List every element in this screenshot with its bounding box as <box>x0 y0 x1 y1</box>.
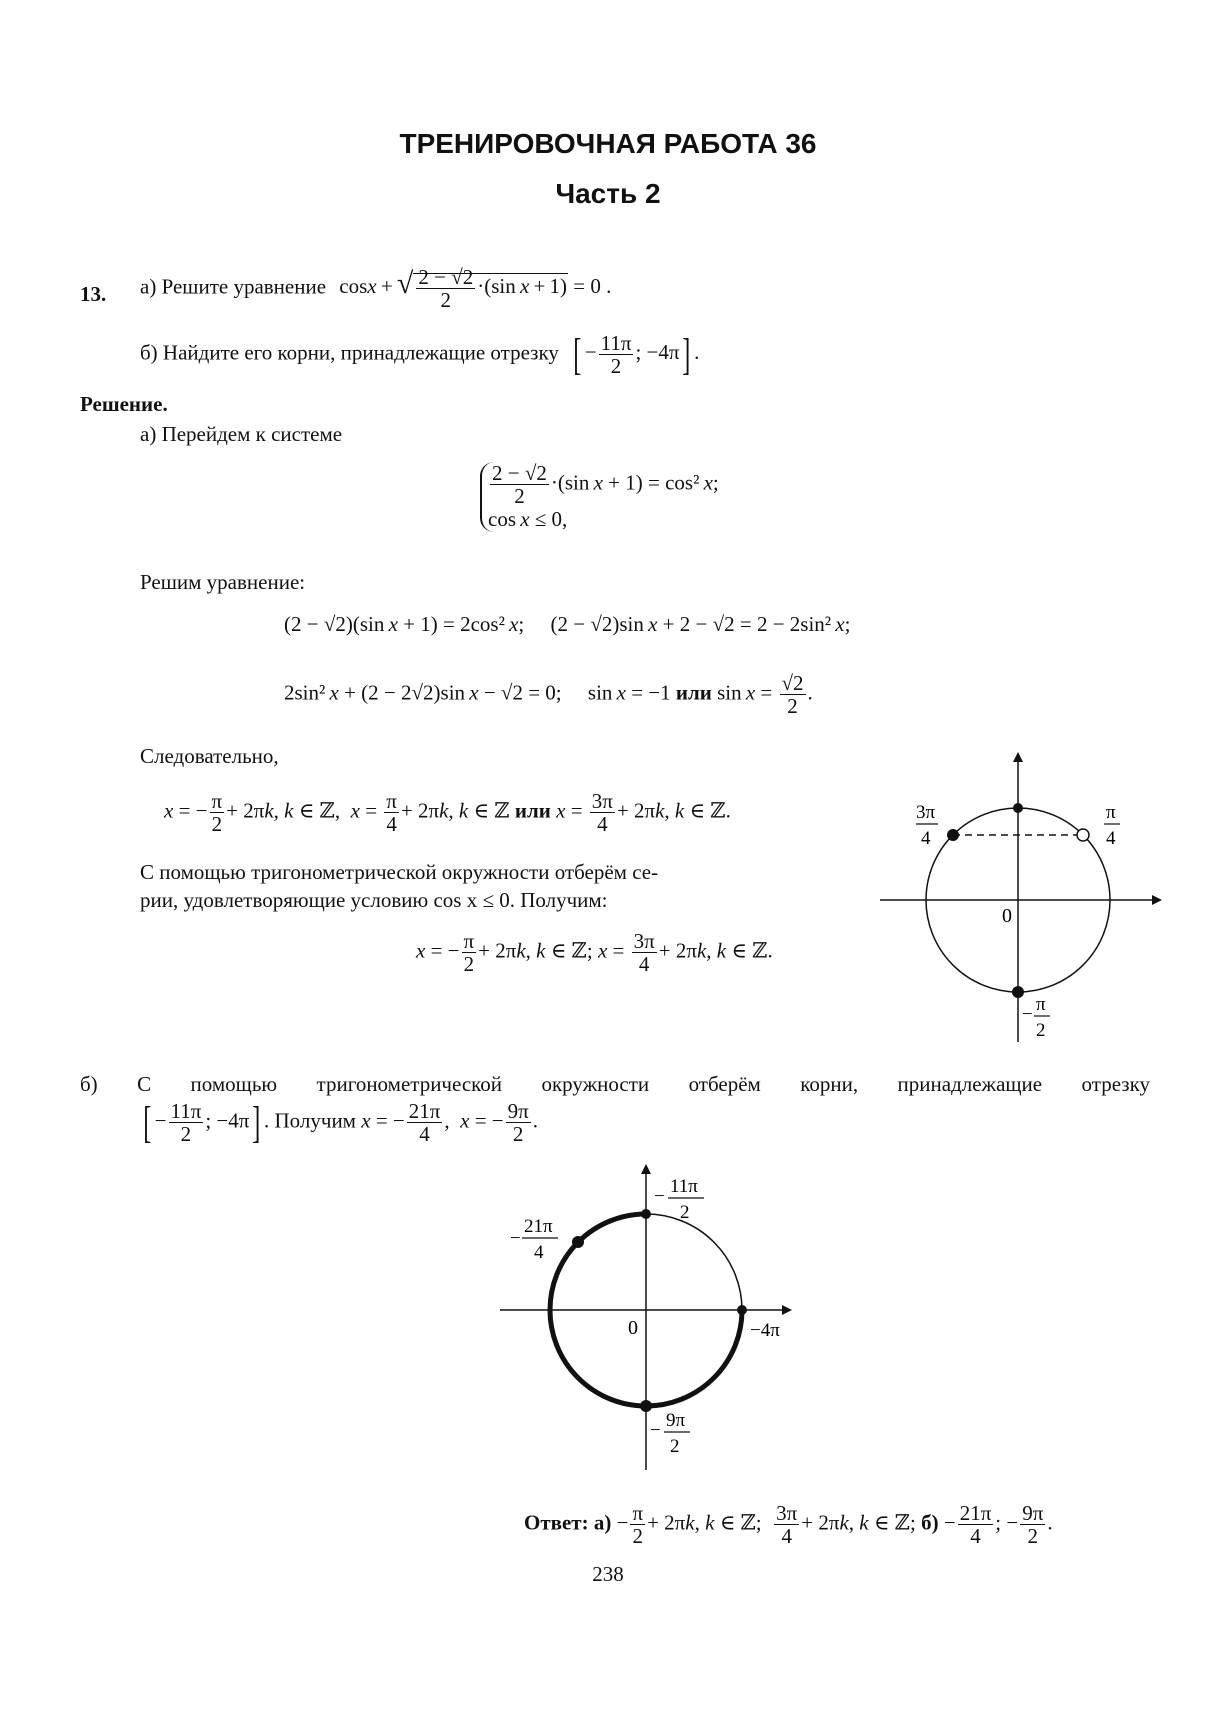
equation-row-1: (2 − √2)(sin x + 1) = 2cos² x; (2 − √2)sin x + 2 − √2 = 2 − 2sin² x; <box>284 612 851 636</box>
solution-b-line2: [ − $\frac{11\pi}{2}$ ; −4π] . Получим x = − $\frac{21\pi}{4}$ , x = − $\frac{9\pi}{2}$ . <box>143 1097 538 1147</box>
label-zero: 0 <box>1002 905 1012 927</box>
label-pi2-den: 2 <box>1036 1020 1046 1041</box>
label-pi2-num: π <box>1036 994 1046 1015</box>
point-bottom <box>640 1400 652 1412</box>
problem-number: 13. <box>80 282 107 306</box>
label-9pi2-den: 2 <box>670 1436 680 1457</box>
select-text-2: рии, удовлетворяющие условию cos x ≤ 0. Получим: <box>140 888 608 912</box>
problem-part-b <box>140 329 700 379</box>
solution-a-intro: а) Перейдем к системе <box>140 422 343 446</box>
trig-circle-1 <box>880 752 1170 1052</box>
page-subtitle: Часть 2 <box>555 178 661 209</box>
part-a-text: а) Решите уравнение <box>140 274 327 299</box>
system-line-2: cos x ≤ 0, <box>488 507 568 532</box>
page-title: ТРЕНИРОВОЧНАЯ РАБОТА 36 <box>399 128 817 159</box>
point-bottom <box>1012 986 1024 998</box>
solution-label: Решение. <box>80 392 168 416</box>
label-pi4-den: 4 <box>1106 828 1116 849</box>
label-11pi2-minus: − <box>654 1186 665 1207</box>
system-line-1: $\frac{2 - √2}{2}$ ·(sin x + 1) = cos² x; <box>492 461 719 509</box>
series-all: x = − $\frac{\pi}{2}$ + 2πk, k ∈ ℤ, x = $\frac{\pi}{4}$ + 2πk, k ∈ ℤ или x = $\frac{3\pi}{4}$ + 2πk, k ∈ ℤ. <box>164 789 731 837</box>
x-axis-arrow <box>782 1305 792 1315</box>
page-number: 238 <box>592 1562 624 1586</box>
consequently-label: Следовательно, <box>140 744 279 768</box>
answer-a: а) <box>593 1510 612 1535</box>
y-axis-arrow <box>641 1164 651 1174</box>
label-9pi2-num: 9π <box>666 1410 686 1431</box>
label-21pi4-num: 21π <box>524 1216 553 1237</box>
x-axis-arrow <box>1152 895 1162 905</box>
system-of-equations <box>480 462 719 532</box>
b-get-text: . Получим <box>264 1108 356 1133</box>
point-3pi4 <box>947 829 959 841</box>
label-21pi4-minus: − <box>510 1228 521 1249</box>
point-pi4 <box>1077 829 1089 841</box>
system-brace <box>480 462 719 532</box>
y-axis-arrow <box>1013 752 1023 762</box>
or-word-2: или <box>514 798 551 823</box>
equation-row-2: 2sin² x + (2 − 2√2)sin x − √2 = 0; sin x = −1 или sin x = $\frac{√2}{2}$ . <box>284 671 813 719</box>
series-selected: x = − $\frac{\pi}{2}$ + 2πk, k ∈ ℤ; x = $\frac{3\pi}{4}$ + 2πk, k ∈ ℤ. <box>416 929 773 977</box>
label-3pi4-den: 4 <box>921 828 931 849</box>
label-9pi2-minus: − <box>650 1420 661 1441</box>
or-word: или <box>675 680 712 705</box>
formula-equation: cosx + √ $\frac{2 - √2}{2}$ ·(sin x + 1) = 0 . <box>339 265 612 313</box>
point-21pi4 <box>572 1236 584 1248</box>
label-21pi4-den: 4 <box>534 1242 544 1263</box>
solve-equation-label: Решим уравнение: <box>140 570 306 594</box>
point-top <box>1013 803 1023 813</box>
label-minus: − <box>1022 1004 1033 1025</box>
label-zero: 0 <box>628 1317 638 1339</box>
answer-b: б) <box>921 1510 939 1535</box>
select-text-1: С помощью тригонометрической окружности отберём се- <box>140 860 659 884</box>
trig-circle-2 <box>500 1160 810 1480</box>
solution-b-line1: б) С помощью тригонометрической окружности отберём корни, принадлежащие отрезку <box>80 1072 1150 1096</box>
part-b-text: б) Найдите его корни, принадлежащие отрезку <box>140 340 559 365</box>
label-3pi4-num: 3π <box>916 802 936 823</box>
point-top <box>641 1209 651 1219</box>
label-minus-4pi: −4π <box>750 1320 780 1341</box>
label-11pi2-num: 11π <box>670 1176 698 1197</box>
label-pi4-num: π <box>1106 802 1116 823</box>
problem-part-a <box>140 266 611 311</box>
answer-label: Ответ: <box>524 1510 589 1535</box>
formula-segment: [ − $\frac{11\pi}{2}$ ; −4π] . <box>573 329 700 379</box>
point-right <box>737 1305 747 1315</box>
answer-line: Ответ: а) − $\frac{\pi}{2}$ + 2πk, k ∈ ℤ; $\frac{3\pi}{4}$ + 2πk, k ∈ ℤ; б) − $\frac{21\pi}{4}$ ; − $\frac{9\pi}{2}$ . <box>524 1501 1053 1549</box>
label-11pi2-den: 2 <box>680 1202 690 1223</box>
